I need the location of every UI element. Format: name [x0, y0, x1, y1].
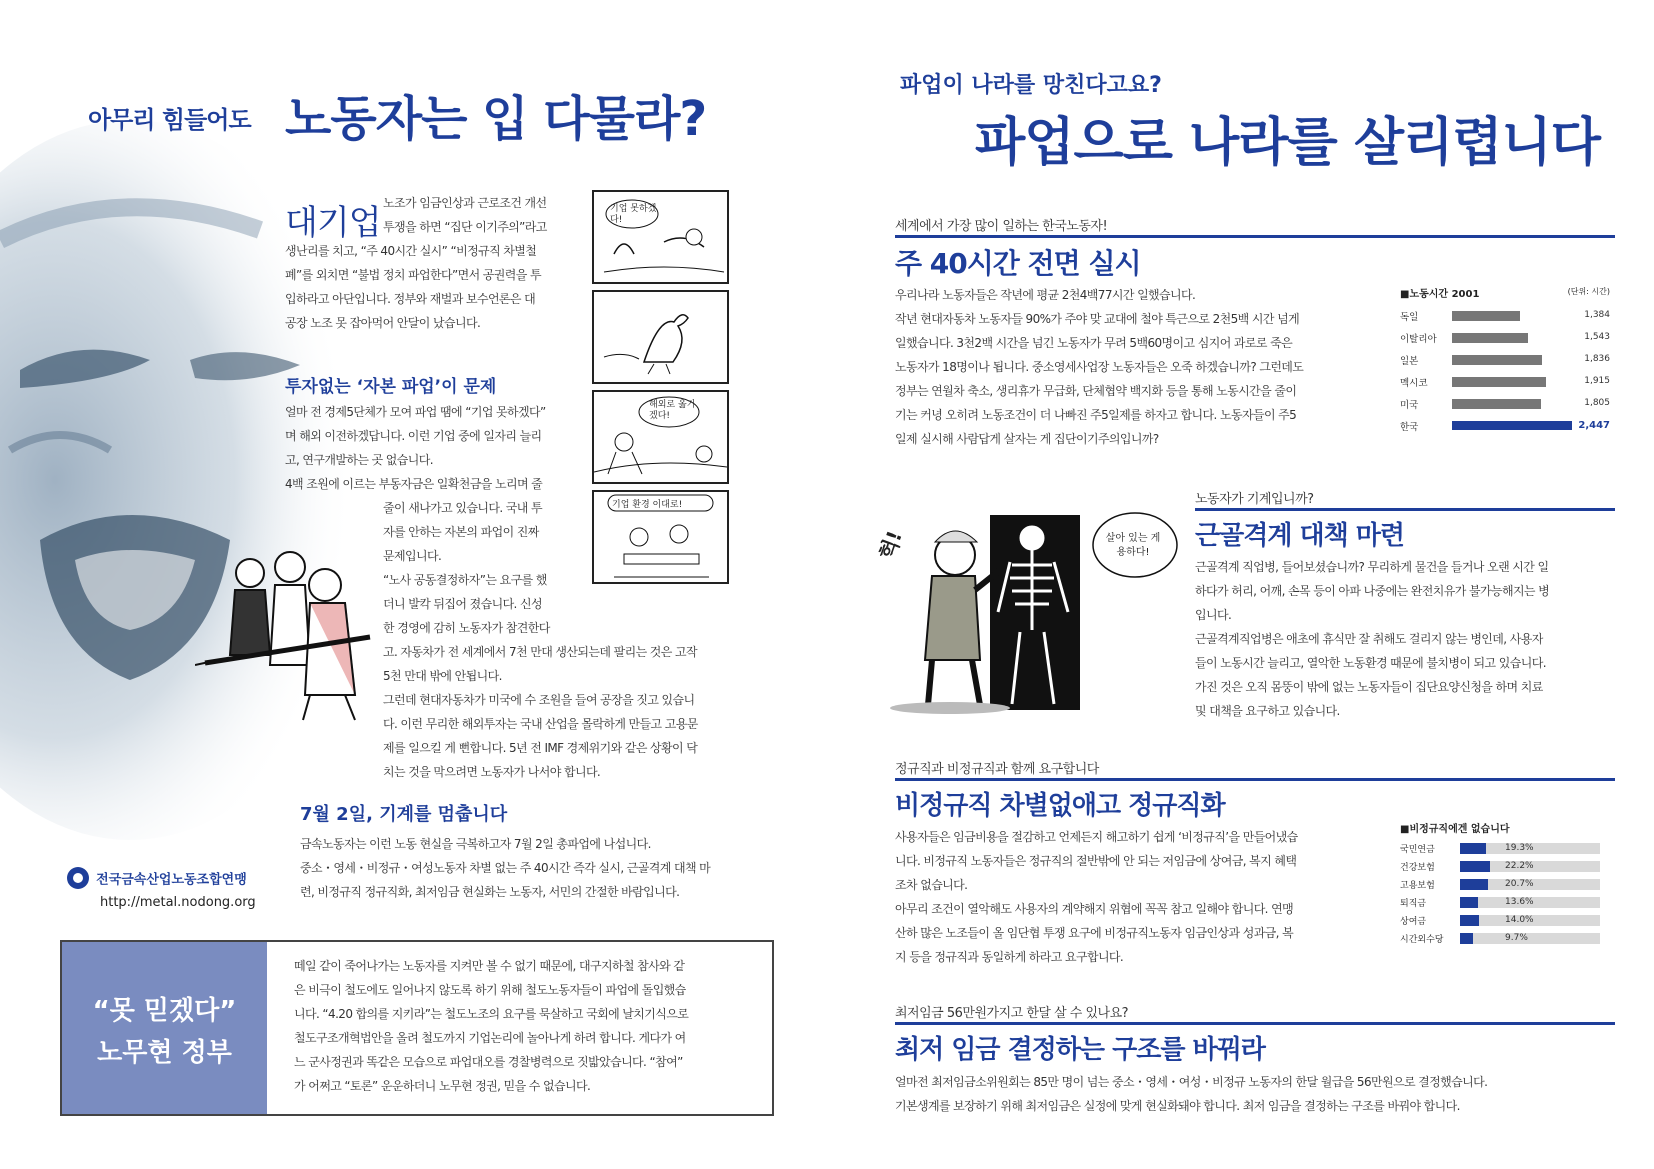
s1-line: 작년 현대자동차 노동자들 90%가 주야 맞 교대에 철야 특근으로 2천5백 시간 넘게	[895, 312, 1300, 326]
government-box-line: 철도구조개혁법안을 올려 철도까지 기업논리에 놀아나게 하려 합니다. 게다가 여	[294, 1031, 686, 1045]
benefits-chart-bar	[1460, 897, 1478, 908]
section3-line: 금속노동자는 이런 노동 현실을 극복하고자 7월 2일 총파업에 나섭니다.	[300, 837, 651, 851]
section2-line: 4백 조원에 이르는 부동자금은 일확천금을 노리며 줄	[285, 477, 543, 491]
union-url-link[interactable]: http://metal.nodong.org	[100, 895, 256, 910]
hours-chart	[1400, 285, 1610, 445]
s2-rule	[1195, 508, 1615, 511]
s2-kicker: 노동자가 기계입니까?	[1195, 492, 1314, 507]
government-box-title-panel	[62, 942, 267, 1114]
hours-chart-label: 한국	[1400, 422, 1419, 433]
section2-line: 다. 이런 무리한 해외투자는 국내 산업을 몰락하게 만들고 고용문	[383, 717, 698, 731]
benefits-chart	[1400, 820, 1610, 955]
section2-line: 문제입니다.	[383, 549, 442, 563]
section1-line-3: 폐”를 외치면 “불법 정치 파업한다”면서 공권력을 투	[285, 268, 541, 282]
section3-line: 련, 비정규직 정규직화, 최저임금 현실화는 노동자, 서민의 간절한 바람입니다.	[300, 885, 680, 899]
benefits-chart-bar	[1460, 843, 1486, 854]
s1-heading: 주 40시간 전면 실시	[895, 247, 1141, 280]
hours-chart-bar	[1452, 399, 1541, 409]
s4-line: 기본생계를 보장하기 위해 최저임금은 실정에 맞게 현실화돼야 합니다. 최저 임금을 결정하는 구조를 바꿔야 합니다.	[895, 1099, 1460, 1113]
s1-line: 기는 커녕 오히려 노동조건이 더 나빠진 주5일제를 하자고 합니다. 노동자들이 주5	[895, 408, 1297, 422]
comic-panel-2	[592, 290, 729, 384]
s2-line: 하다가 허리, 어깨, 손목 등이 아파 나중에는 완전치유가 불가능해지는 병	[1195, 584, 1550, 598]
s2-heading: 근골격계 대책 마련	[1195, 521, 1405, 551]
government-box-title-2: 노무현 정부	[97, 1038, 232, 1068]
benefits-chart-label: 상여금	[1400, 917, 1427, 927]
comic-panel-3	[592, 390, 729, 484]
s4-text-block	[895, 1070, 1635, 1118]
government-box-line: 느 군사정권과 똑같은 모습으로 파업대오를 경찰병력으로 짓밟았습니다. “참여”	[294, 1055, 683, 1069]
union-emblem-icon	[65, 865, 91, 891]
s3-line: 조차 없습니다.	[895, 878, 968, 892]
left-title-group	[88, 100, 251, 135]
benefits-chart-label: 시간외수당	[1400, 935, 1444, 945]
hours-chart-value: 1,384	[1584, 310, 1610, 320]
hours-chart-bar	[1452, 355, 1542, 365]
left-title-big: 노동자는 입 다물라?	[285, 91, 707, 147]
bird-drawing	[594, 292, 727, 382]
section2-line: 자를 안하는 자본의 파업이 진짜	[383, 525, 539, 539]
left-title-small: 아무리 힘들어도	[88, 106, 251, 134]
hours-chart-value: 1,836	[1584, 354, 1610, 364]
section3-line: 중소・영세・비정규・여성노동자 차별 없는 주 40시간 즉각 실시, 근골격계 대책 마	[300, 861, 711, 875]
hours-chart-label: 독일	[1400, 312, 1419, 323]
s4-line: 얼마전 최저임금소위원회는 85만 명이 넘는 중소・영세・여성・비정규 노동자의 한달 월급을 56만원으로 결정했습니다.	[895, 1075, 1488, 1089]
businessmen-cartoon	[195, 545, 380, 725]
hours-chart-bar	[1452, 333, 1528, 343]
section2-line: 더니 발칵 뒤집어 졌습니다. 신성	[383, 597, 542, 611]
comic-panel-4	[592, 490, 729, 584]
right-title-big: 파업으로 나라를 살리렵니다	[975, 113, 1600, 173]
section2-line: 그런데 현대자동차가 미국에 수 조원을 들여 공장을 짓고 있습니	[383, 693, 695, 707]
s3-line: 지 등을 정규직과 동일하게 하라고 요구합니다.	[895, 950, 1124, 964]
section2-line: 며 해외 이전하겠답니다. 이런 기업 중에 일자리 늘리	[285, 429, 542, 443]
section2-line: 제를 일으킬 게 뻔합니다. 5년 전 IMF 경제위기와 같은 상황이 닥	[383, 741, 698, 755]
government-box-title-1: “못 믿겠다”	[92, 996, 237, 1026]
s1-line: 노동자가 18명이나 됩니다. 중소영세사업장 노동자들은 오죽 하겠습니까? 그런데도	[895, 360, 1304, 374]
s2-line: 가진 것은 오직 몸뚱이 밖에 없는 노동자들이 집단요양신청을 하며 치료	[1195, 680, 1543, 694]
s2-line: 근골격계직업병은 애초에 휴식만 잘 취해도 걸리지 않는 병인데, 사용자	[1195, 632, 1543, 646]
section3-heading: 7월 2일, 기계를 멈춥니다	[300, 804, 508, 825]
section2-heading: 투자없는 ‘자본 파업’이 문제	[285, 377, 497, 397]
hours-chart-value: 2,447	[1578, 420, 1610, 431]
hours-chart-title: ■노동시간 2001	[1400, 289, 1480, 300]
benefits-chart-label: 퇴직금	[1400, 899, 1427, 909]
s3-heading: 비정규직 차별없애고 정규직화	[895, 791, 1225, 821]
benefits-chart-label: 건강보험	[1400, 863, 1435, 873]
s1-line: 일했습니다. 3천2백 시간을 넘긴 노동자가 무려 5백60명이고 심지어 과로로 죽은	[895, 336, 1293, 350]
s1-rule	[895, 235, 1615, 238]
s1-line: 우리나라 노동자들은 작년에 평균 2천4백77시간 일했습니다.	[895, 288, 1196, 302]
s2-line: 근골격계 직업병, 들어보셨습니까? 무리하게 물건을 들거나 오랜 시간 일	[1195, 560, 1549, 574]
section2-line: 한 경영에 감히 노동자가 참견한다	[383, 621, 550, 635]
hours-chart-value: 1,543	[1584, 332, 1610, 342]
section2-line: 고, 연구개발하는 곳 없습니다.	[285, 453, 433, 467]
section2-line: 치는 것을 막으려면 노동자가 나서야 합니다.	[383, 765, 601, 779]
benefits-chart-value: 13.6%	[1505, 897, 1534, 907]
government-box	[60, 940, 774, 1116]
hours-chart-bar	[1452, 377, 1546, 387]
s3-line: 사용자들은 임금비용을 절감하고 언제든지 해고하기 쉽게 ‘비정규직’을 만들어냈습	[895, 830, 1298, 844]
hours-chart-label: 일본	[1400, 356, 1419, 367]
s4-kicker: 최저임금 56만원가지고 한달 살 수 있나요?	[895, 1006, 1129, 1021]
comic-bubble-1: 기업 못하겠다!	[610, 204, 657, 225]
benefits-chart-value: 22.2%	[1505, 861, 1534, 871]
union-logo	[65, 865, 247, 891]
section1-line-4: 입하라고 아단입니다. 정부와 재벌과 보수언론은 대	[285, 292, 536, 306]
government-box-line: 은 비극이 철도에도 일어나지 않도록 하기 위해 철도노동자들이 파업에 돌입했습	[294, 983, 686, 997]
benefits-chart-label: 고용보험	[1400, 881, 1435, 891]
comic-bubble-3: 기업 환경 이대로!	[612, 500, 683, 510]
section1-line-0: 노조가 임금인상과 근로조건 개선	[383, 196, 547, 210]
right-title-small: 파업이 나라를 망친다고요?	[900, 73, 1162, 98]
s2-line: 및 대책을 요구하고 있습니다.	[1195, 704, 1340, 718]
s3-text-block	[895, 825, 1365, 969]
s2-text-block	[1195, 555, 1615, 723]
hours-chart-unit: (단위: 시간)	[1567, 287, 1610, 296]
section3-text-block	[300, 832, 740, 904]
section1-line-2: 생난리를 치고, “주 40시간 실시” “비정규직 차별철	[285, 244, 537, 258]
section2-wide-block	[383, 640, 733, 784]
union-name: 전국금속산업노동조합연맹	[96, 872, 247, 888]
government-box-text	[294, 954, 764, 1098]
s3-rule	[895, 778, 1615, 781]
benefits-chart-bar	[1460, 933, 1473, 944]
government-box-line: 떼일 같이 죽어나가는 노동자를 지켜만 볼 수 없기 때문에, 대구지하철 참사와 같	[294, 959, 685, 973]
s3-line: 산하 많은 노조들이 올 임단협 투쟁 요구에 비정규직노동자 임금인상과 성과금, 복	[895, 926, 1294, 940]
government-box-line: 가 어쩌고 “토론” 운운하더니 노무현 정권, 믿을 수 없습니다.	[294, 1079, 591, 1093]
hours-chart-value: 1,915	[1584, 376, 1610, 386]
section1-line-5: 공장 노조 못 잡아먹어 안달이 났습니다.	[285, 316, 481, 330]
benefits-chart-track	[1460, 933, 1600, 944]
section2-line: 줄이 새나가고 있습니다. 국내 투	[383, 501, 542, 515]
hours-chart-label: 이탈리아	[1400, 334, 1437, 345]
s1-line: 일제 실시해 사람답게 살자는 게 집단이기주의입니까?	[895, 432, 1159, 446]
section2-line: 얼마 전 경제5단체가 모여 파업 땜에 “기업 못하겠다”	[285, 405, 546, 419]
s4-heading: 최저 임금 결정하는 구조를 바꿔라	[895, 1035, 1265, 1065]
benefits-chart-value: 14.0%	[1505, 915, 1534, 925]
s1-kicker: 세계에서 가장 많이 일하는 한국노동자!	[895, 219, 1108, 234]
government-box-line: 니다. “4.20 합의를 지키라”는 철도노조의 요구를 묵살하고 국회에 날치기식으로	[294, 1007, 689, 1021]
hours-chart-value: 1,805	[1584, 398, 1610, 408]
section2-line: “노사 공동결정하자”는 요구를 했	[383, 573, 547, 587]
benefits-chart-value: 19.3%	[1505, 843, 1534, 853]
section1-line-1: 투쟁을 하면 “집단 이기주의”라고	[383, 220, 547, 234]
comic-bubble-2: 해외로 옮기겠다!	[649, 400, 696, 421]
benefits-chart-bar	[1460, 861, 1490, 872]
s4-rule	[895, 1022, 1615, 1025]
section2-text-block	[285, 400, 585, 496]
hours-chart-label: 미국	[1400, 400, 1419, 411]
shout-text: 헉!	[874, 527, 907, 563]
s1-line: 정부는 연월차 축소, 생리휴가 무급화, 단체협약 백지화 등을 통해 노동시간을 줄이	[895, 384, 1297, 398]
s3-kicker: 정규직과 비정규직과 함께 요구합니다	[895, 762, 1099, 777]
section2-line: 고. 자동차가 전 세계에서 7천 만대 생산되는데 팔리는 것은 고작	[383, 645, 697, 659]
s2-line: 들이 노동시간 늘리고, 열악한 노동환경 때문에 불치병이 되고 있습니다.	[1195, 656, 1546, 670]
section2-line: 5천 만대 밖에 안됩니다.	[383, 669, 502, 683]
section2-narrow-block	[383, 496, 583, 640]
s3-line: 니다. 비정규직 노동자들은 정규직의 절반밖에 안 되는 저임금에 상여금, 복지 혜택	[895, 854, 1297, 868]
s2-line: 입니다.	[1195, 608, 1232, 622]
benefits-chart-value: 9.7%	[1505, 933, 1528, 943]
benefits-chart-title: ■비정규직에겐 없습니다	[1400, 824, 1510, 835]
comic-panel-1	[592, 190, 729, 284]
hours-chart-bar	[1452, 421, 1572, 430]
hours-chart-label: 멕시코	[1400, 378, 1428, 389]
benefits-chart-bar	[1460, 879, 1488, 890]
lead-word: 대기업	[285, 203, 381, 243]
s1-text-block	[895, 283, 1365, 451]
skeleton-bubble: 살아 있는 게 용하다!	[1105, 533, 1161, 558]
benefits-chart-value: 20.7%	[1505, 879, 1534, 889]
s3-line: 아무리 조건이 열악해도 사용자의 계약해지 위협에 꼭꼭 참고 일해야 합니다. 연맹	[895, 902, 1294, 916]
benefits-chart-label: 국민연금	[1400, 845, 1435, 855]
benefits-chart-bar	[1460, 915, 1479, 926]
hours-chart-bar	[1452, 311, 1520, 321]
